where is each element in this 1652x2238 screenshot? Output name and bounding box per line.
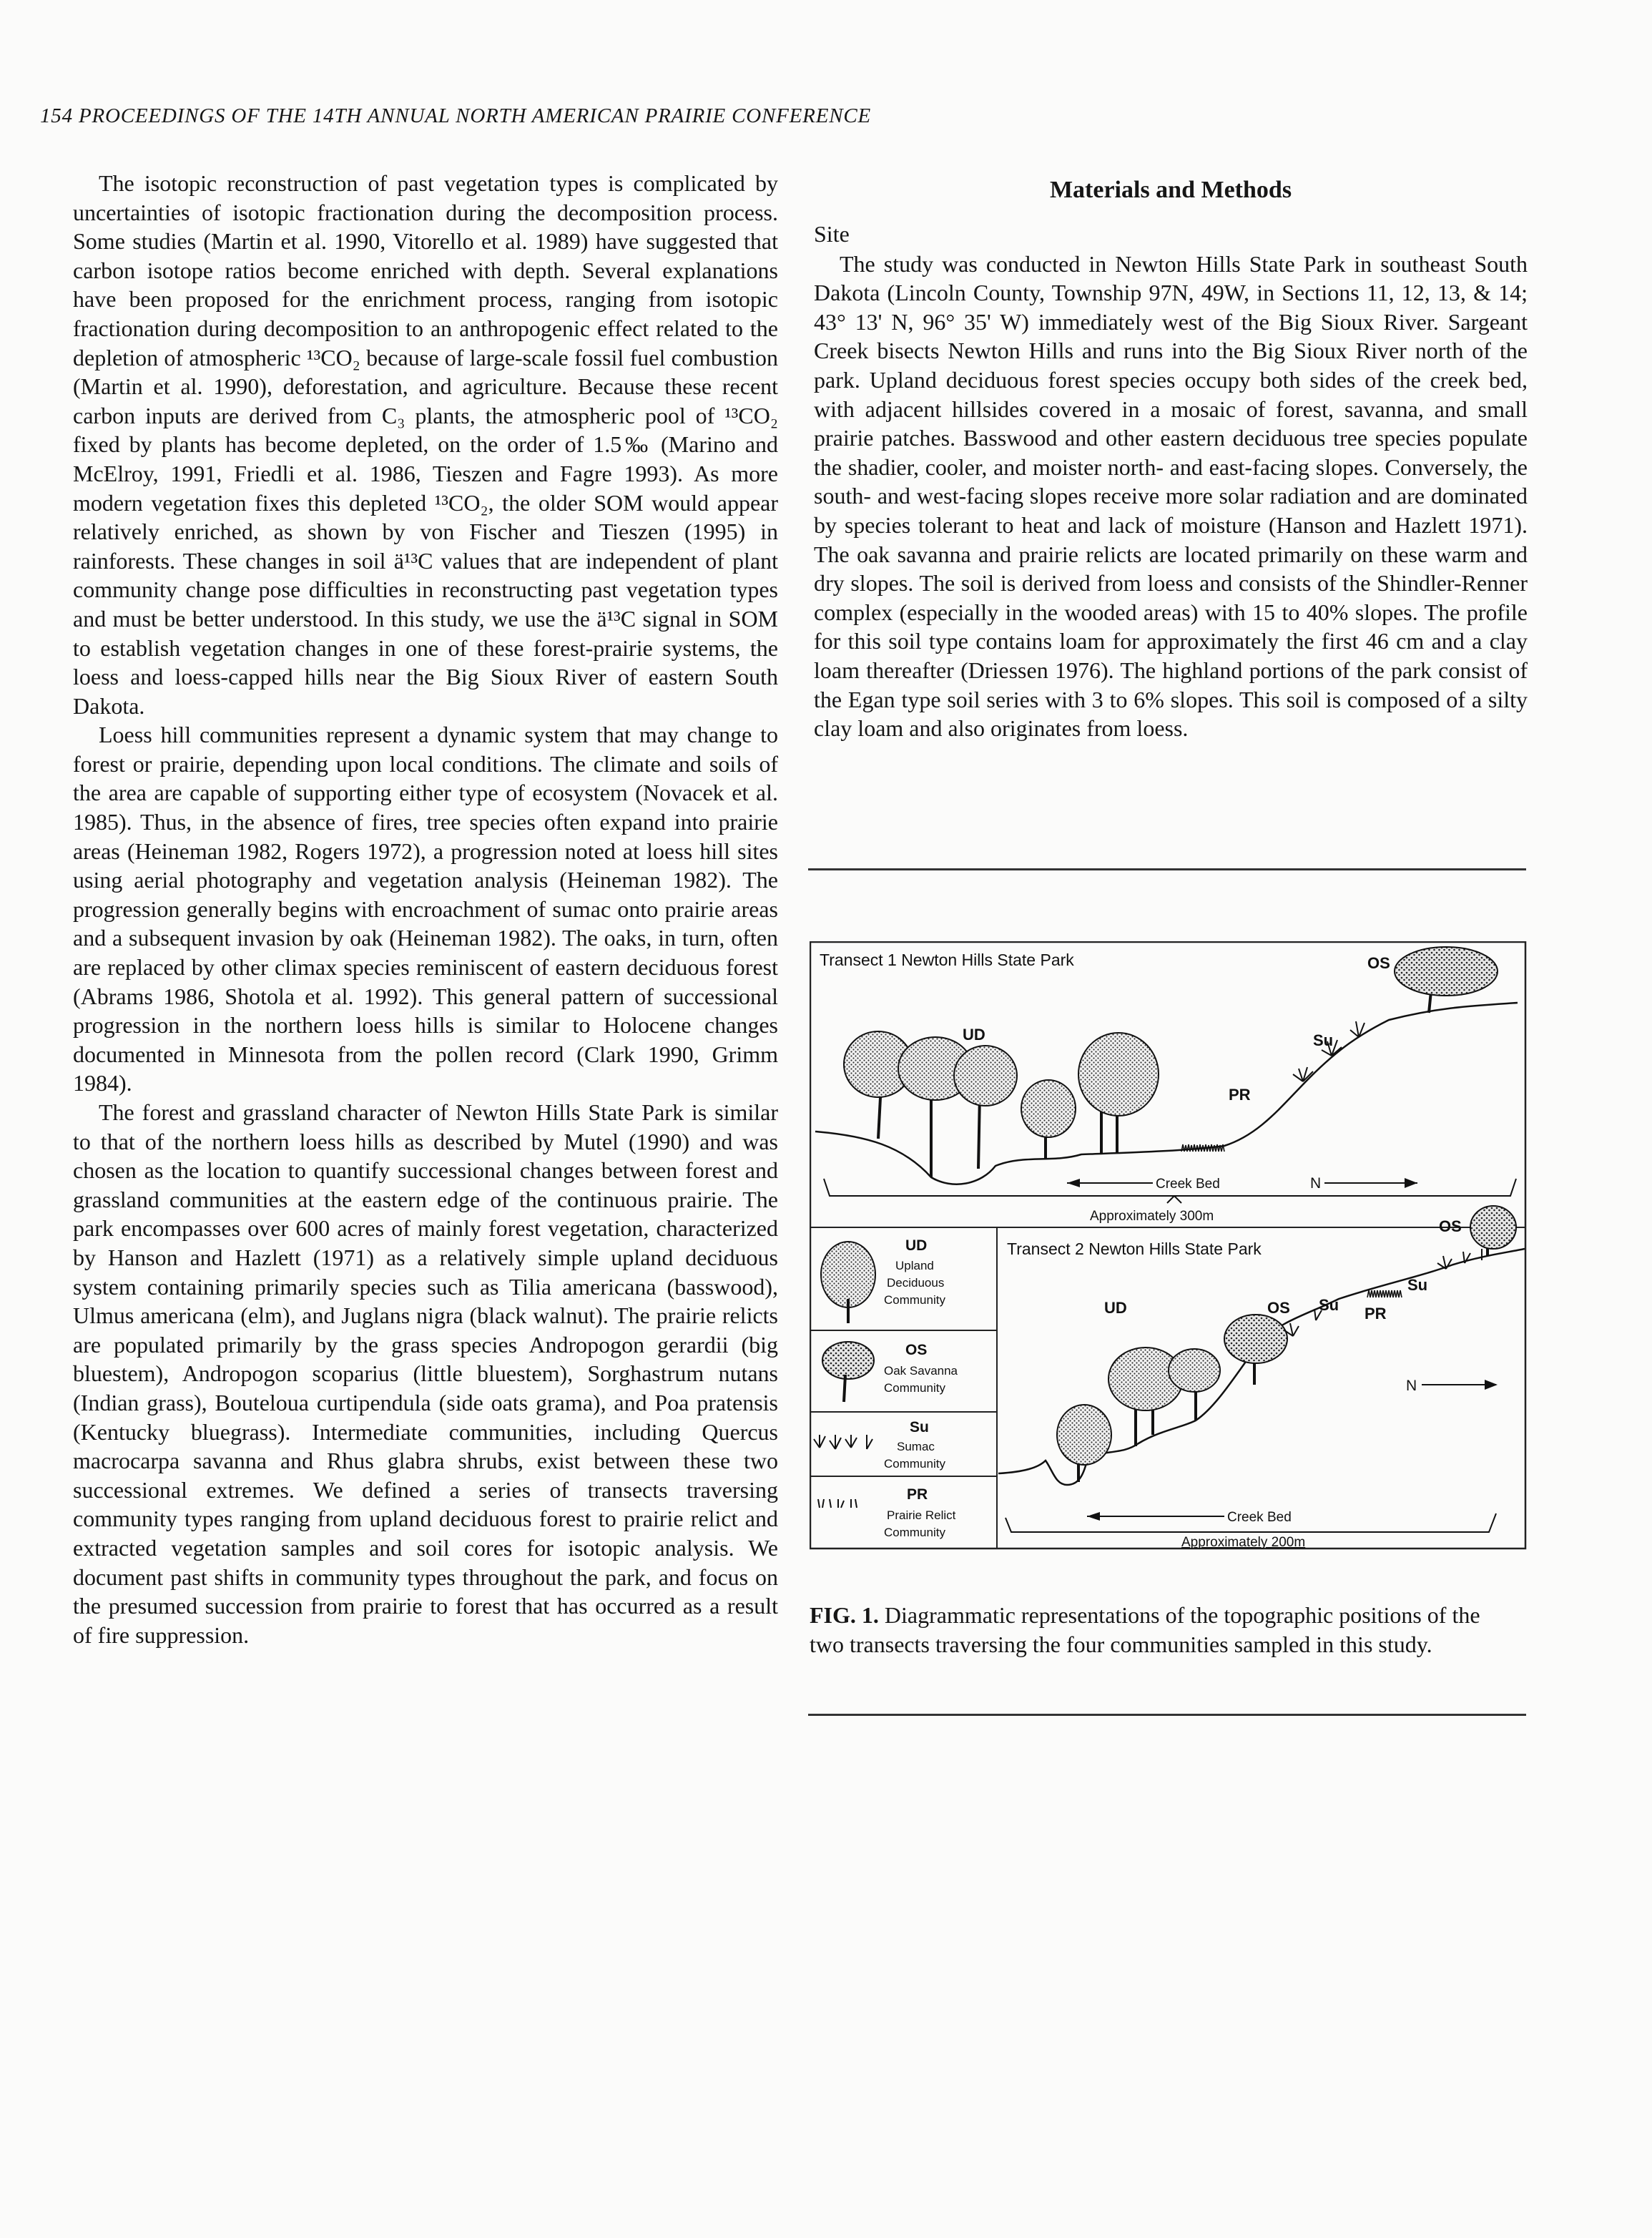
transect1-oak-savanna [1395, 947, 1498, 1013]
transect1-ud-label: UD [963, 1026, 985, 1044]
transect1-creek-arrow [1067, 1179, 1080, 1187]
transect1-distance-label: Approximately 300m [1090, 1209, 1214, 1224]
transect2-os2-label: OS [1439, 1217, 1462, 1235]
figure-top-rule [808, 868, 1526, 870]
transect1-os-label: OS [1367, 954, 1390, 972]
transect1-ud-trees [844, 1031, 1159, 1177]
transect2-os-label: OS [1267, 1299, 1290, 1317]
transect2-north-label: N [1406, 1378, 1417, 1394]
transect2-creek-label: Creek Bed [1227, 1510, 1292, 1525]
figure-1 [810, 941, 1528, 1551]
legend-pr-code: PR [907, 1486, 928, 1503]
running-head: 154 PROCEEDINGS OF THE 14TH ANNUAL NORTH AMERICAN PRAIRIE CONFERENCE [40, 104, 872, 127]
transect-diagram [810, 941, 1528, 1551]
figure-bottom-rule [808, 1714, 1526, 1716]
paragraph: The isotopic reconstruction of past vegetation types is complicated by uncertainties of isotopic fractionation during the decomposition process. Some studies (Martin et al. 1990, Vitorello et al. 1989) have suggested that carbon isotope ratios become enriched with depth. Several explanations have been proposed for the enrichment process, ranging from isotopic fractionation during decomposition to an anthropogenic effect related to the depletion of atmospheric ¹³CO₂ because of large-scale fossil fuel combustion (Martin et al. 1990), deforestation, and agriculture. Because these recent carbon inputs are derived from C₃ plants, the atmospheric pool of ¹³CO₂ fixed by plants has become depleted, on the order of 1.5‰ (Marino and McElroy, 1991, Friedli et al. 1986, Tieszen and Fagre 1993). As more modern vegetation fixes this depleted ¹³CO₂, the older SOM would appear relatively enriched, as shown by von Fischer and Tieszen (1995) in rainforests. These changes in soil ä¹³C values that are independent of plant community change pose difficulties in reconstructing past vegetation types and must be better understood. In this study, we use the ä¹³C signal in SOM to establish vegetation changes in one of these forest-prairie systems, the loess and loess-capped hills near the Big Sioux River of eastern South Dakota. [73, 170, 778, 719]
caption-text: Diagrammatic representations of the topographic positions of the two transects traversing the four communities sampled in this study. [810, 1602, 1480, 1657]
legend-ud-line1: Upland [895, 1259, 934, 1272]
legend-su-line2: Community [884, 1457, 945, 1471]
legend-os-line1: Oak Savanna [884, 1364, 958, 1378]
transect2-north-arrow [1485, 1380, 1498, 1390]
transect1-pr-label: PR [1229, 1086, 1251, 1104]
right-column [814, 169, 1528, 743]
legend-pr [818, 1486, 956, 1539]
legend-os-code: OS [905, 1342, 928, 1358]
section-title: Materials and Methods [1049, 177, 1292, 203]
legend-su [814, 1419, 945, 1471]
transect2-creek-arrow [1087, 1512, 1100, 1521]
paragraph: The forest and grassland character of Newton Hills State Park is similar to that of the northern loess hills as described by Mutel (1990) and was chosen as the location to quantify successional changes between forest and grassland communities at the eastern edge of the continuous prairie. The park encompasses over 600 acres of mainly forest vegetation, characterized by Hanson and Hazlett (1971) as a relatively simple upland deciduous system containing primarily species such as Tilia americana (basswood), Ulmus americana (elm), and Juglans nigra (black walnut). The prairie relicts are populated primarily by the grass species Andropogon gerardii (big bluestem), Andropogon scoparius (little bluestem), Sorghastrum nutans (Indian grass), Bouteloua curtipendula (side oats grama), and Poa pratensis (Kentucky bluegrass). Intermediate communities, including Quercus macrocarpa savanna and Rhus glabra shrubs, exist between these two successional extremes. We defined a series of transects traversing community types ranging from upland deciduous forest to prairie relict and extracted vegetation samples and soil cores for isotopic analysis. We document past shifts in community types throughout the park, and focus on the presumed succession from prairie to forest that has occurred as a result of fire suppression. [73, 1099, 778, 1648]
paragraph: The study was conducted in Newton Hills State Park in southeast South Dakota (Lincoln County, Township 97N, 49W, in Sections 11, 12, 13, & 14; 43° 13' N, 96° 35' W) immediately west of the Big Sioux River. Sargeant Creek bisects Newton Hills and runs into the Big Sioux River north of the park. Upland deciduous forest species occupy both sides of the creek bed, with adjacent hillsides covered in a mosaic of forest, savanna, and small prairie patches. Basswood and other eastern deciduous tree species populate the shadier, cooler, and moister north- and east-facing slopes. Conversely, the south- and west-facing slopes receive more solar radiation and are dominated by species tolerant to heat and lack of moisture (Hanson and Hazlett 1971). The oak savanna and prairie relicts are located primarily on these warm and dry slopes. The soil is derived from loess and consists of the Shindler-Renner complex (especially in the wooded areas) with 15 to 40% slopes. The profile for this soil type contains loam for approximately the first 46 cm and a clay loam thereafter (Driessen 1976). The highland portions of the park consist of the Egan type soil series with 3 to 6% slopes. This soil is composed of a silty clay loam and also originates from loess. [814, 250, 1528, 742]
transect1-su-label: Su [1313, 1031, 1334, 1049]
transect2-su-label: Su [1319, 1296, 1339, 1314]
transect2-prairie-grass [1367, 1290, 1402, 1297]
transect2-pr-label: PR [1365, 1305, 1387, 1322]
transect1-bracket-tick [1167, 1196, 1181, 1203]
left-column [73, 169, 778, 1649]
transect2-ud-trees [1057, 1348, 1220, 1482]
transect1-sumac [1293, 1021, 1365, 1081]
legend-ud-code: UD [905, 1237, 928, 1254]
caption-label: FIG. 1. [810, 1602, 879, 1628]
transect2-title: Transect 2 Newton Hills State Park [1007, 1240, 1262, 1258]
legend-pr-line2: Community [884, 1526, 945, 1539]
legend-os [822, 1342, 958, 1402]
transect1-creek-label: Creek Bed [1156, 1177, 1220, 1192]
legend-ud-line2: Deciduous [887, 1276, 945, 1290]
legend-ud-line3: Community [884, 1293, 945, 1307]
legend-ud [821, 1237, 945, 1323]
transect1-title: Transect 1 Newton Hills State Park [820, 951, 1074, 969]
legend-su-code: Su [910, 1419, 929, 1435]
figure-caption [810, 1601, 1489, 1659]
transect2-su2-label: Su [1407, 1276, 1428, 1294]
transect1-north-label: N [1310, 1175, 1322, 1192]
legend-os-line2: Community [884, 1381, 945, 1395]
legend-pr-line1: Prairie Relict [887, 1508, 956, 1522]
transect1-north-arrow [1405, 1178, 1417, 1188]
paragraph: Loess hill communities represent a dynamic system that may change to forest or prairie, depending upon local conditions. The climate and soils of the area are capable of supporting either type of ecosystem (Novacek et al. 1985). Thus, in the absence of fires, tree species often expand into prairie areas (Heineman 1982, Rogers 1972), a progression noted at loess hill sites using aerial photography and vegetation analysis (Heineman 1982). The progression generally begins with encroachment of sumac onto prairie areas and a subsequent invasion by oak (Heineman 1982). The oaks, in turn, often are replaced by other climax species reminiscent of eastern deciduous forest (Abrams 1986, Shotola et al. 1992). This general pattern of successional progression in the northern loess hills is similar to Holocene changes documented in Minnesota from the pollen record (Clark 1990, Grimm 1984). [73, 722, 778, 1096]
legend-su-line1: Sumac [897, 1440, 935, 1453]
transect2-ud-label: UD [1104, 1299, 1127, 1317]
subsection-heading: Site [814, 220, 850, 247]
transect2-distance-label: Approximately 200m [1181, 1535, 1306, 1550]
